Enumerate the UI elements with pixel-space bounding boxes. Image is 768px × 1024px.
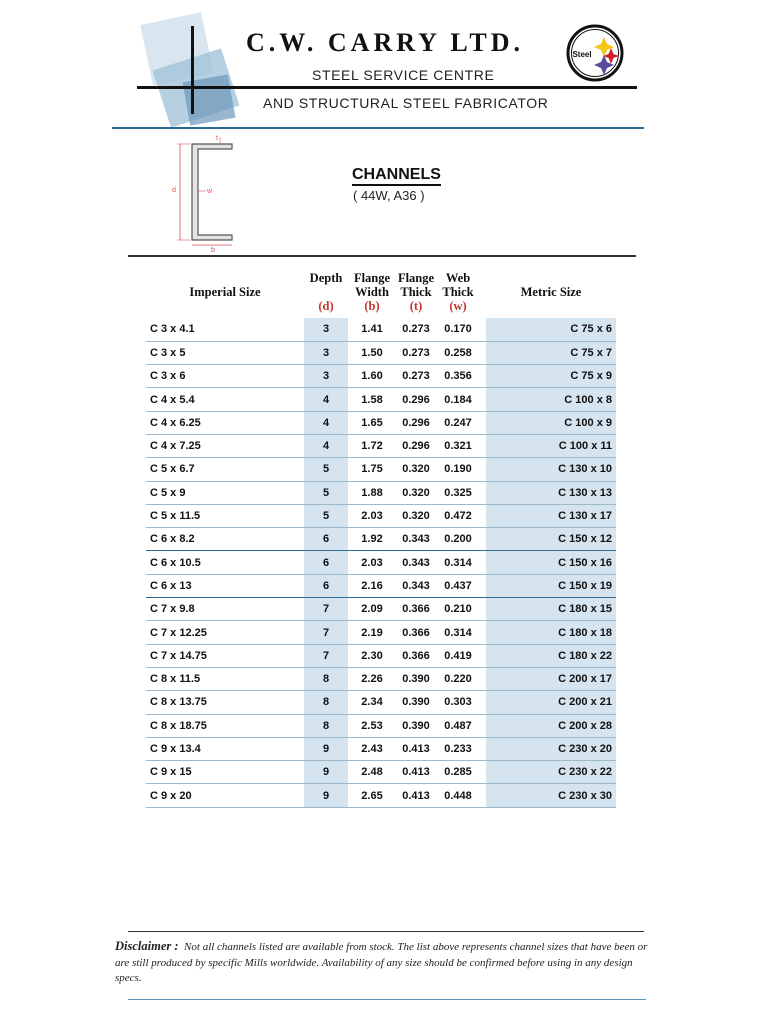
disclaimer-lead: Disclaimer : (115, 939, 179, 953)
table-row (146, 737, 616, 760)
cell-metric-size: C 150 x 16 (486, 551, 616, 574)
cell-flange-width: 2.09 (348, 598, 396, 621)
cell-flange-thick: 0.366 (396, 621, 436, 644)
cell-flange-width: 1.50 (348, 341, 396, 364)
cell-depth: 9 (304, 761, 348, 784)
cell-web-thick: 0.472 (436, 504, 480, 527)
section-title: CHANNELS (352, 166, 441, 186)
logo-text: Steel (572, 50, 592, 59)
cell-imperial-size: C 9 x 15 (146, 761, 304, 784)
header-flange-thick: Flange Thick (t) (397, 271, 435, 313)
cell-imperial-size: C 5 x 9 (146, 481, 304, 504)
cell-depth: 7 (304, 644, 348, 667)
cell-depth: 9 (304, 784, 348, 807)
cell-flange-thick: 0.390 (396, 691, 436, 714)
cell-flange-thick: 0.343 (396, 528, 436, 551)
table-row (146, 411, 616, 434)
cell-imperial-size: C 3 x 5 (146, 341, 304, 364)
company-subtitle-service: STEEL SERVICE CENTRE (312, 67, 495, 83)
table-row (146, 458, 616, 481)
cell-flange-thick: 0.366 (396, 644, 436, 667)
cell-flange-thick: 0.343 (396, 574, 436, 597)
cell-metric-size: C 180 x 15 (486, 598, 616, 621)
cell-imperial-size: C 8 x 11.5 (146, 667, 304, 690)
cell-depth: 8 (304, 667, 348, 690)
cell-imperial-size: C 8 x 18.75 (146, 714, 304, 737)
cell-web-thick: 0.220 (436, 667, 480, 690)
table-row (146, 667, 616, 690)
cell-metric-size: C 75 x 7 (486, 341, 616, 364)
cell-flange-width: 2.48 (348, 761, 396, 784)
cell-imperial-size: C 5 x 11.5 (146, 504, 304, 527)
cell-web-thick: 0.314 (436, 551, 480, 574)
table-row (146, 365, 616, 388)
page-header (0, 0, 768, 130)
table-row (146, 621, 616, 644)
header-flange-width: Flange Width (b) (353, 271, 391, 313)
cell-flange-width: 2.26 (348, 667, 396, 690)
cell-metric-size: C 230 x 22 (486, 761, 616, 784)
table-row (146, 644, 616, 667)
cell-metric-size: C 200 x 28 (486, 714, 616, 737)
cell-flange-width: 2.30 (348, 644, 396, 667)
cell-flange-width: 1.41 (348, 318, 396, 341)
cell-flange-thick: 0.296 (396, 411, 436, 434)
cell-flange-thick: 0.343 (396, 551, 436, 574)
header-web-thick: Web Thick (w) (442, 271, 474, 313)
table-header-row (146, 266, 616, 318)
disclaimer-divider-bottom (128, 999, 646, 1000)
table-row (146, 388, 616, 411)
header-metric-size: Metric Size (520, 285, 582, 299)
cell-web-thick: 0.314 (436, 621, 480, 644)
cell-metric-size: C 200 x 17 (486, 667, 616, 690)
cell-web-thick: 0.419 (436, 644, 480, 667)
cell-depth: 4 (304, 388, 348, 411)
cell-flange-width: 1.88 (348, 481, 396, 504)
cell-flange-thick: 0.390 (396, 714, 436, 737)
table-row (146, 341, 616, 364)
cell-flange-width: 2.03 (348, 504, 396, 527)
header-depth: Depth (d) (309, 271, 343, 313)
cell-imperial-size: C 4 x 5.4 (146, 388, 304, 411)
table-row (146, 434, 616, 457)
cell-flange-width: 1.92 (348, 528, 396, 551)
cell-flange-width: 2.16 (348, 574, 396, 597)
company-name: C.W. CARRY LTD. (246, 28, 524, 57)
cell-imperial-size: C 5 x 6.7 (146, 458, 304, 481)
cell-imperial-size: C 3 x 6 (146, 365, 304, 388)
cell-metric-size: C 75 x 9 (486, 365, 616, 388)
cell-flange-thick: 0.320 (396, 481, 436, 504)
cell-web-thick: 0.233 (436, 737, 480, 760)
disclaimer-divider-top (128, 931, 644, 932)
cell-web-thick: 0.448 (436, 784, 480, 807)
table-row (146, 318, 616, 341)
cell-imperial-size: C 6 x 10.5 (146, 551, 304, 574)
cell-depth: 3 (304, 318, 348, 341)
header-imperial-size: Imperial Size (189, 285, 261, 299)
table-row (146, 598, 616, 621)
cell-web-thick: 0.325 (436, 481, 480, 504)
cell-flange-thick: 0.413 (396, 737, 436, 760)
cell-web-thick: 0.303 (436, 691, 480, 714)
cell-metric-size: C 130 x 10 (486, 458, 616, 481)
cell-imperial-size: C 3 x 4.1 (146, 318, 304, 341)
cell-flange-thick: 0.296 (396, 388, 436, 411)
cell-depth: 6 (304, 551, 348, 574)
cell-flange-thick: 0.296 (396, 434, 436, 457)
cell-depth: 7 (304, 621, 348, 644)
section-subtitle: ( 44W, A36 ) (353, 188, 425, 203)
table-row (146, 714, 616, 737)
cell-web-thick: 0.170 (436, 318, 480, 341)
header-divider (112, 127, 644, 129)
cell-flange-width: 2.53 (348, 714, 396, 737)
cell-depth: 5 (304, 504, 348, 527)
cell-flange-width: 1.58 (348, 388, 396, 411)
cell-depth: 4 (304, 411, 348, 434)
cell-depth: 8 (304, 691, 348, 714)
cell-flange-thick: 0.273 (396, 365, 436, 388)
cell-metric-size: C 230 x 20 (486, 737, 616, 760)
table-row (146, 528, 616, 551)
cell-flange-width: 1.65 (348, 411, 396, 434)
crosshair-horizontal-line (137, 86, 637, 89)
diagram-label-b: b (211, 247, 215, 254)
cell-web-thick: 0.210 (436, 598, 480, 621)
cell-flange-thick: 0.390 (396, 667, 436, 690)
crosshair-vertical-line (191, 26, 194, 114)
channel-size-table (146, 266, 616, 808)
table-row (146, 784, 616, 807)
section-divider (128, 255, 636, 257)
cell-web-thick: 0.247 (436, 411, 480, 434)
steelmark-logo-icon (566, 24, 624, 82)
cell-metric-size: C 100 x 8 (486, 388, 616, 411)
cell-web-thick: 0.356 (436, 365, 480, 388)
cell-depth: 7 (304, 598, 348, 621)
cell-flange-thick: 0.273 (396, 341, 436, 364)
diagram-label-d: d (172, 187, 176, 194)
cell-depth: 8 (304, 714, 348, 737)
cell-depth: 6 (304, 574, 348, 597)
cell-flange-thick: 0.413 (396, 761, 436, 784)
cell-imperial-size: C 7 x 9.8 (146, 598, 304, 621)
cell-imperial-size: C 4 x 6.25 (146, 411, 304, 434)
cell-imperial-size: C 7 x 12.25 (146, 621, 304, 644)
cell-flange-width: 1.72 (348, 434, 396, 457)
cell-web-thick: 0.487 (436, 714, 480, 737)
cell-web-thick: 0.258 (436, 341, 480, 364)
disclaimer (115, 939, 660, 987)
cell-metric-size: C 180 x 22 (486, 644, 616, 667)
diagram-label-t: t (216, 135, 218, 142)
cell-flange-thick: 0.413 (396, 784, 436, 807)
cell-metric-size: C 180 x 18 (486, 621, 616, 644)
cell-imperial-size: C 6 x 8.2 (146, 528, 304, 551)
table-row (146, 761, 616, 784)
cell-depth: 5 (304, 481, 348, 504)
table-row (146, 691, 616, 714)
table-row (146, 574, 616, 597)
cell-flange-width: 2.34 (348, 691, 396, 714)
cell-metric-size: C 100 x 11 (486, 434, 616, 457)
cell-imperial-size: C 9 x 20 (146, 784, 304, 807)
cell-flange-thick: 0.320 (396, 458, 436, 481)
cell-web-thick: 0.437 (436, 574, 480, 597)
cell-flange-thick: 0.320 (396, 504, 436, 527)
cell-imperial-size: C 8 x 13.75 (146, 691, 304, 714)
cell-flange-width: 1.75 (348, 458, 396, 481)
cell-metric-size: C 200 x 21 (486, 691, 616, 714)
cell-web-thick: 0.184 (436, 388, 480, 411)
cell-metric-size: C 75 x 6 (486, 318, 616, 341)
cell-metric-size: C 130 x 17 (486, 504, 616, 527)
cell-imperial-size: C 9 x 13.4 (146, 737, 304, 760)
cell-metric-size: C 230 x 30 (486, 784, 616, 807)
diagram-label-w: w (207, 188, 213, 195)
cell-depth: 6 (304, 528, 348, 551)
cell-flange-width: 2.65 (348, 784, 396, 807)
cell-web-thick: 0.285 (436, 761, 480, 784)
cell-metric-size: C 100 x 9 (486, 411, 616, 434)
cell-depth: 4 (304, 434, 348, 457)
cell-metric-size: C 150 x 19 (486, 574, 616, 597)
cell-metric-size: C 130 x 13 (486, 481, 616, 504)
table-row (146, 504, 616, 527)
cell-flange-thick: 0.366 (396, 598, 436, 621)
cell-depth: 5 (304, 458, 348, 481)
channel-profile-diagram-icon (170, 132, 260, 254)
cell-imperial-size: C 6 x 13 (146, 574, 304, 597)
cell-depth: 3 (304, 341, 348, 364)
cell-flange-width: 2.43 (348, 737, 396, 760)
cell-depth: 3 (304, 365, 348, 388)
cell-flange-width: 1.60 (348, 365, 396, 388)
disclaimer-text: Not all channels listed are available from stock. The list above represents channel sizes that have been or are still produced by specific Mills worldwide. Availability of any size should be confirmed before using in any design specs. (115, 941, 648, 984)
cell-imperial-size: C 7 x 14.75 (146, 644, 304, 667)
cell-web-thick: 0.321 (436, 434, 480, 457)
cell-flange-width: 2.19 (348, 621, 396, 644)
table-row (146, 551, 616, 574)
cell-metric-size: C 150 x 12 (486, 528, 616, 551)
cell-depth: 9 (304, 737, 348, 760)
cell-web-thick: 0.200 (436, 528, 480, 551)
cell-flange-thick: 0.273 (396, 318, 436, 341)
cell-imperial-size: C 4 x 7.25 (146, 434, 304, 457)
cell-flange-width: 2.03 (348, 551, 396, 574)
company-subtitle-fabricator: AND STRUCTURAL STEEL FABRICATOR (263, 95, 549, 111)
table-row (146, 481, 616, 504)
cell-web-thick: 0.190 (436, 458, 480, 481)
